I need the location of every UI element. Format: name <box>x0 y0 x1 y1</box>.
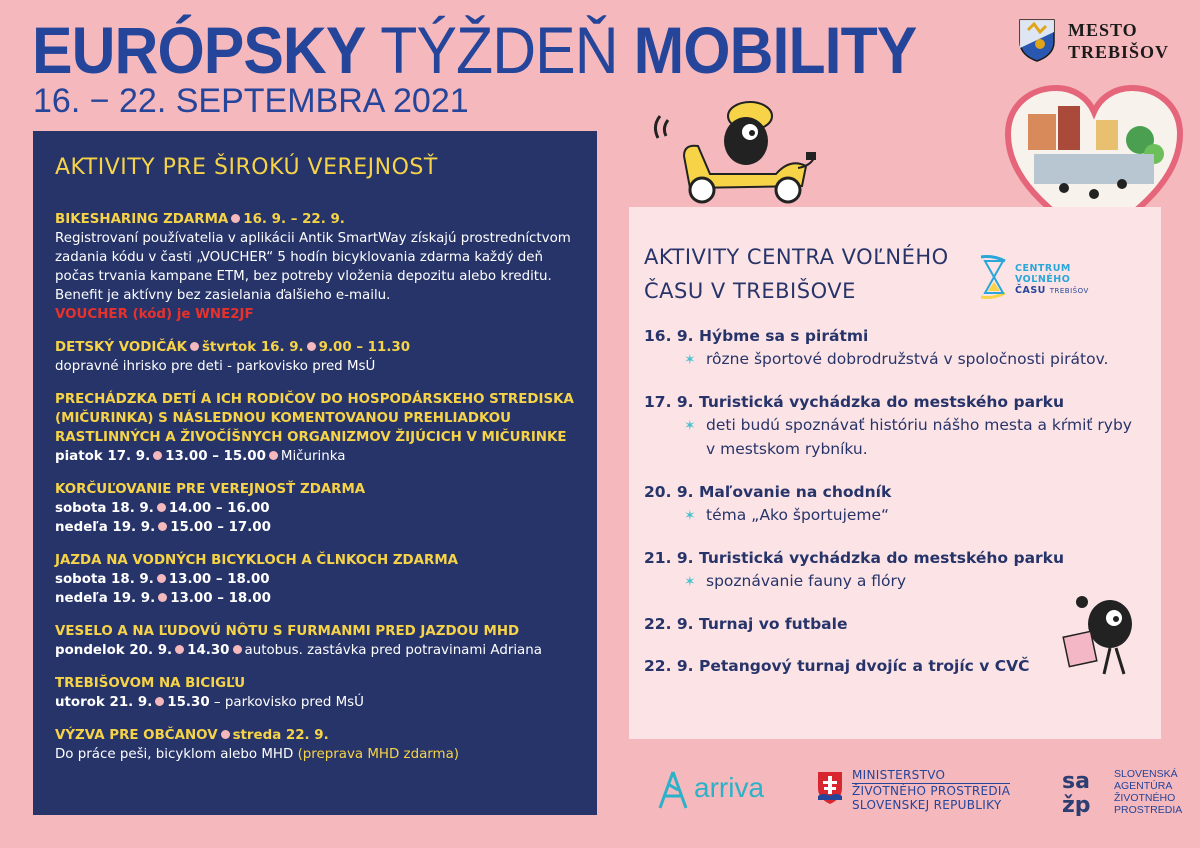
item-title: Hýbme sa s pirátmi <box>699 327 869 345</box>
slovak-coat-of-arms-icon <box>816 770 844 806</box>
bullet-dot <box>155 697 164 706</box>
event-place: – parkovisko pred MsÚ <box>213 695 364 710</box>
arriva-logo <box>656 766 786 814</box>
star-icon: ✶ <box>684 352 696 368</box>
item-title: Turistická vychádzka do mestského parku <box>699 549 1065 567</box>
public-activities-panel <box>33 131 597 815</box>
ministry-logo <box>816 768 1026 816</box>
city-line1: MESTO <box>1068 20 1138 40</box>
event-jazda <box>55 551 575 608</box>
item-date: 22. 9. <box>644 615 694 633</box>
event-title: BIKESHARING ZDARMA <box>55 212 229 227</box>
item-sub: spoznávanie fauny a flóry <box>706 572 907 590</box>
event-day: sobota 18. 9. <box>55 572 154 587</box>
event-day: sobota 18. 9. <box>55 501 154 516</box>
item-sub: deti budú spoznávať históriu nášho mesta a kŕmiť ryby <box>706 416 1132 434</box>
sazp-line4: PROSTREDIA <box>1114 804 1183 816</box>
event-time: 15.00 – 17.00 <box>170 520 271 535</box>
bullet-dot <box>231 214 240 223</box>
title-part3: MOBILITY <box>633 13 917 87</box>
public-activities-heading: AKTIVITY PRE ŠIROKÚ VEREJNOSŤ <box>55 155 438 180</box>
event-desc: Do práce peši, bicyklom alebo MHD <box>55 747 294 762</box>
item-date: 22. 9. <box>644 657 694 675</box>
list-item <box>644 391 1154 461</box>
item-title: Turnaj vo futbale <box>699 615 848 633</box>
event-place: Mičurinka <box>280 449 346 464</box>
event-vyzva <box>55 726 575 764</box>
sazp-line1: SLOVENSKÁ <box>1114 768 1178 780</box>
event-time: 13.00 – 18.00 <box>168 572 270 587</box>
city-line2: TREBIŠOV <box>1068 42 1170 62</box>
title-part2: TÝŽDEŇ <box>380 13 618 87</box>
scooter-mascot-illustration <box>650 96 820 208</box>
event-time: 14.30 <box>187 643 230 658</box>
voucher-code: VOUCHER (kód) je WNE2JF <box>55 307 254 322</box>
item-date: 21. 9. <box>644 549 694 567</box>
bullet-dot <box>158 522 167 531</box>
sazp-line2: AGENTÚRA <box>1114 780 1173 792</box>
event-title: TREBIŠOVOM NA BICIGĽU <box>55 676 246 691</box>
event-title: JAZDA NA VODNÝCH BICYKLOCH A ČLNKOCH ZDARMA <box>55 553 459 568</box>
event-date: 16. 9. – 22. 9. <box>243 212 345 227</box>
hourglass-icon <box>975 249 1013 305</box>
event-time: 15.30 <box>167 695 210 710</box>
city-logo <box>1018 18 1188 64</box>
item-date: 17. 9. <box>644 393 694 411</box>
event-day: štvrtok 16. 9. <box>201 340 304 355</box>
cvc-logo-l1: CENTRUM <box>1015 263 1071 274</box>
event-day: nedeľa 19. 9. <box>55 591 156 606</box>
bullet-dot <box>233 645 242 654</box>
event-title: KORČUĽOVANIE PRE VEREJNOSŤ ZDARMA <box>55 482 366 497</box>
event-title: VESELO A NA ĽUDOVÚ NÔTU S FURMANMI PRED JAZDOU MHD <box>55 624 520 639</box>
event-desc: Registrovaní používatelia v aplikácii Antik SmartWay získajú prostredníctvom zadania kódu v časti „VOUCHER“ 5 hodín bicyklovania zdarma každý deň počas trvania kampane ETM, bez potreby vloženia depozitu alebo kreditu. Benefit je aktívny bez zasielania ďalšieho e-mailu. <box>55 231 571 303</box>
cvc-heading <box>644 240 949 308</box>
arriva-text: arriva <box>694 772 765 803</box>
cvc-logo-l3 <box>1015 285 1089 297</box>
svg-text:sa: sa <box>1062 769 1090 794</box>
bullet-dot <box>157 503 166 512</box>
arriva-icon <box>656 770 690 810</box>
bullet-dot <box>175 645 184 654</box>
event-day: nedeľa 19. 9. <box>55 520 156 535</box>
bullet-dot <box>153 451 162 460</box>
event-bicigel <box>55 674 575 712</box>
cvc-logo-l4: TREBIŠOV <box>1049 287 1089 295</box>
event-veselo <box>55 622 575 660</box>
item-sub-cont: v mestskom rybníku. <box>706 440 868 458</box>
list-item <box>644 481 1154 527</box>
item-title: Petangový turnaj dvojíc a trojíc v CVČ <box>699 657 1030 675</box>
event-desc: dopravné ihrisko pre deti - parkovisko pred MsÚ <box>55 359 376 374</box>
bullet-dot <box>157 574 166 583</box>
ministry-line3: SLOVENSKEJ REPUBLIKY <box>852 798 1002 812</box>
cvc-logo-l3-text: ČASU <box>1015 285 1046 296</box>
ministry-line2: ŽIVOTNÉHO PROSTREDIA <box>852 783 1011 798</box>
cvc-logo-l2: VOĽNÉHO <box>1015 274 1071 285</box>
item-date: 20. 9. <box>644 483 694 501</box>
ministry-line1: MINISTERSTVO <box>852 768 1010 784</box>
bullet-dot <box>221 730 230 739</box>
event-title: VÝZVA PRE OBČANOV <box>55 728 218 743</box>
sazp-line3: ŽIVOTNÉHO <box>1114 792 1176 804</box>
event-day: piatok 17. 9. <box>55 449 151 464</box>
event-prechadzka <box>55 390 575 466</box>
item-date: 16. 9. <box>644 327 694 345</box>
event-title: DETSKÝ VODIČÁK <box>55 340 187 355</box>
event-bikesharing <box>55 210 575 324</box>
item-sub: rôzne športové dobrodružstvá v spoločnosti pirátov. <box>706 350 1109 368</box>
event-korculovanie <box>55 480 575 537</box>
event-date: streda 22. 9. <box>232 728 329 743</box>
event-day: pondelok 20. 9. <box>55 643 173 658</box>
cvc-heading-line1: AKTIVITY CENTRA VOĽNÉHO <box>644 245 949 269</box>
sazp-logo <box>1062 766 1192 818</box>
event-dates: 16. − 22. SEPTEMBRA 2021 <box>33 82 469 120</box>
bullet-dot <box>158 593 167 602</box>
item-title: Turistická vychádzka do mestského parku <box>699 393 1065 411</box>
girl-mascot-illustration <box>1060 594 1150 678</box>
star-icon: ✶ <box>684 508 696 524</box>
title-part1: EURÓPSKY <box>32 13 366 87</box>
event-time: 14.00 – 16.00 <box>168 501 270 516</box>
event-time: 13.00 – 15.00 <box>165 449 266 464</box>
star-icon: ✶ <box>684 574 696 590</box>
list-item <box>644 325 1154 371</box>
item-title: Maľovanie na chodník <box>699 483 892 501</box>
cvc-logo <box>975 249 1105 305</box>
event-extra: (preprava MHD zdarma) <box>297 747 460 762</box>
event-time: 13.00 – 18.00 <box>170 591 271 606</box>
bullet-dot <box>190 342 199 351</box>
sazp-icon <box>1062 766 1108 816</box>
svg-text:žp: žp <box>1062 793 1091 816</box>
event-detsky-vodicak <box>55 338 575 376</box>
page-title <box>32 14 916 86</box>
event-title: PRECHÁDZKA DETÍ A ICH RODIČOV DO HOSPODÁRSKEHO STREDISKA (MIČURINKA) S NÁSLEDNOU KOMENTOVANOU PREHLIADKOU RASTLINNÝCH A ŽIVOČÍŠNYCH ORGANIZMOV ŽIJÚCICH V MIČURINKE <box>55 392 574 445</box>
bullet-dot <box>269 451 278 460</box>
bullet-dot <box>307 342 316 351</box>
list-item <box>644 547 1154 593</box>
event-place: autobus. zastávka pred potravinami Adriana <box>244 643 542 658</box>
event-day: utorok 21. 9. <box>55 695 153 710</box>
event-time: 9.00 – 11.30 <box>318 340 411 355</box>
item-sub: téma „Ako športujeme“ <box>706 506 890 524</box>
city-coat-of-arms-icon <box>1018 18 1056 62</box>
star-icon: ✶ <box>684 418 696 434</box>
cvc-heading-line2: ČASU V TREBIŠOVE <box>644 279 856 303</box>
